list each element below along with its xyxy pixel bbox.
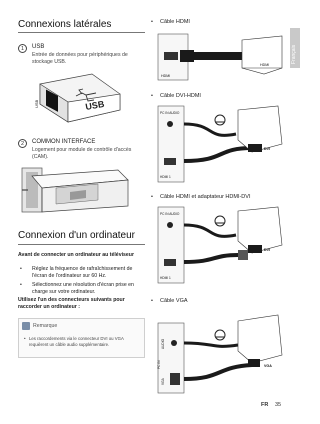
- audio-port-label: PC IN AUDIO: [160, 111, 180, 115]
- note-bullet-marker: •: [24, 336, 26, 341]
- usb-side-label: USB: [34, 99, 39, 108]
- cam-module-illustration: [20, 166, 132, 214]
- cable-label-hdmi-dvi-adapter: Câble HDMI et adaptateur HDMI-DVI: [160, 194, 251, 200]
- item-number-2: 2: [18, 139, 27, 148]
- footer-language: FR: [261, 402, 269, 408]
- pc-port-label-vga: VGA: [264, 364, 272, 368]
- vga-cable-diagram: [156, 309, 286, 395]
- section-divider: [18, 244, 145, 245]
- item-title-usb: USB: [32, 44, 45, 50]
- bullet-resolution: Sélectionnez une résolution d'écran prise en charge sur votre ordinateur.: [32, 282, 134, 295]
- bullet-marker: •: [151, 93, 153, 99]
- note-box: [18, 318, 145, 358]
- language-tab: [290, 28, 300, 68]
- pc-port-label-dvi: DVI: [264, 248, 270, 252]
- section-divider: [18, 32, 145, 33]
- item-number-1: 1: [18, 44, 27, 53]
- audio-port-label: PC IN AUDIO: [160, 212, 180, 216]
- note-icon: [22, 322, 30, 330]
- bullet-refresh-rate: Réglez la fréquence de rafraîchissement de l'écran de l'ordinateur sur 60 Hz.: [32, 266, 133, 279]
- hdmi-cable-diagram: [156, 30, 286, 86]
- dvi-hdmi-cable-diagram: [156, 104, 286, 186]
- pc-in-label: PC IN: [157, 360, 161, 369]
- bullet-marker: •: [20, 266, 22, 272]
- bullet-marker: •: [151, 298, 153, 304]
- cable-label-vga: Câble VGA: [160, 298, 188, 304]
- tv-port-label-vga: VGA: [161, 378, 165, 385]
- usb-logo-text: USB: [84, 98, 106, 112]
- hdmi-dvi-adapter-diagram: [156, 205, 286, 287]
- bullet-marker: •: [151, 194, 153, 200]
- page-number: 35: [275, 402, 282, 408]
- cable-label-hdmi: Câble HDMI: [160, 19, 190, 25]
- audio-port-label: AUDIO: [161, 338, 165, 349]
- item-description-common-interface: Logement pour module de contrôle d'accès (CAM).: [32, 147, 132, 160]
- bullet-marker: •: [20, 282, 22, 288]
- usb-port-illustration: [32, 72, 124, 124]
- cable-label-dvi-hdmi: Câble DVI-HDMI: [160, 93, 201, 99]
- language-tab-label: Français: [291, 44, 297, 64]
- pc-intro-text: Avant de connecter un ordinateur au téléviseur: [18, 252, 134, 258]
- item-description-usb: Entrée de données pour périphériques de stockage USB.: [32, 52, 128, 65]
- bullet-marker: •: [151, 19, 153, 25]
- connector-instruction: Utilisez l'un des connecteurs suivants pour raccorder un ordinateur :: [18, 297, 125, 310]
- pc-port-label-hdmi: HDMI: [260, 63, 270, 67]
- pc-port-label-dvi: DVI: [264, 147, 270, 151]
- tv-port-label-hdmi1: HDMI 1: [160, 276, 171, 280]
- section-title-side-connections: Connexions latérales: [18, 19, 112, 30]
- tv-port-label-hdmi1: HDMI 1: [160, 175, 171, 179]
- tv-port-label-hdmi: HDMI: [161, 74, 171, 78]
- section-title-pc-connection: Connexion d'un ordinateur: [18, 230, 135, 241]
- note-title: Remarque: [33, 323, 58, 329]
- note-text: Les raccordements via le connecteur DVI ou VGA requièrent un câble audio supplémentaire.: [29, 336, 124, 347]
- item-title-common-interface: COMMON INTERFACE: [32, 139, 96, 145]
